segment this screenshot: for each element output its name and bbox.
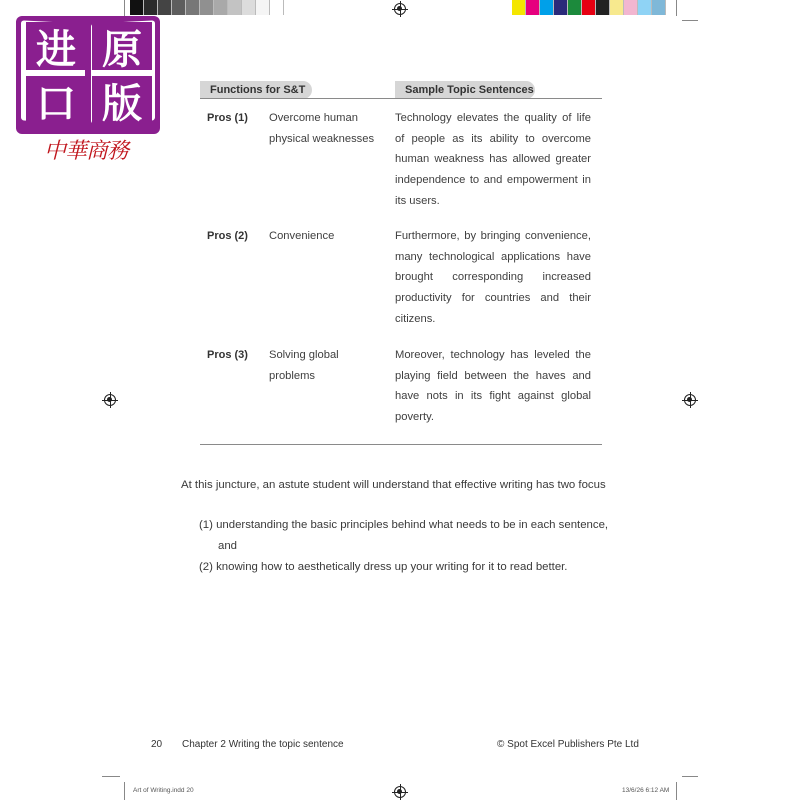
- intro-paragraph: At this juncture, an astute student will understand that effective writing has two focus: [181, 479, 606, 491]
- logo-glyph: 进: [26, 22, 86, 70]
- calibration-swatch: [242, 0, 256, 15]
- crop-mark: [676, 0, 677, 16]
- calibration-swatch: [582, 0, 596, 15]
- calibration-swatch: [568, 0, 582, 15]
- crop-mark: [682, 776, 698, 777]
- crop-mark: [102, 776, 120, 777]
- publisher-logo-text: 中華商務: [44, 139, 129, 164]
- registration-mark-icon: [394, 3, 406, 15]
- table-header-functions: Functions for S&T: [200, 81, 312, 99]
- calibration-swatch: [186, 0, 200, 15]
- calibration-swatch: [512, 0, 526, 15]
- copyright-notice: © Spot Excel Publishers Pte Ltd: [497, 739, 639, 750]
- row-function: Convenience: [269, 230, 335, 242]
- calibration-swatch: [652, 0, 666, 15]
- calibration-swatch: [596, 0, 610, 15]
- row-function: Solving global problems: [269, 349, 339, 382]
- calibration-swatch: [200, 0, 214, 15]
- calibration-swatch: [130, 0, 144, 15]
- calibration-swatch: [624, 0, 638, 15]
- calibration-swatch: [610, 0, 624, 15]
- calibration-swatch: [270, 0, 284, 15]
- chapter-title: Chapter 2 Writing the topic sentence: [182, 739, 344, 750]
- calibration-swatch: [158, 0, 172, 15]
- row-sentence: Moreover, technology has leveled the playing field between the haves and have nots in its fight against global poverty.: [395, 349, 591, 424]
- logo-glyph: 版: [92, 76, 152, 124]
- calibration-swatch: [540, 0, 554, 15]
- calibration-swatch: [228, 0, 242, 15]
- color-calibration-bar: [512, 0, 666, 15]
- calibration-swatch: [638, 0, 652, 15]
- import-original-logo: [16, 16, 160, 134]
- calibration-swatch: [256, 0, 270, 15]
- row-sentence: Technology elevates the quality of life of people as its ability to overcome human weakness has allowed greater independence to and empowerment in its users.: [395, 112, 591, 207]
- calibration-swatch: [554, 0, 568, 15]
- row-sentence: Furthermore, by bringing convenience, many technological applications have brought corresponding increased productivity for countries and their citizens.: [395, 230, 591, 325]
- indd-file-slug: Art of Writing.indd 20: [133, 787, 194, 794]
- registration-mark-icon: [104, 394, 116, 406]
- logo-glyph: 原: [92, 22, 152, 70]
- logo-glyph: 口: [26, 76, 86, 124]
- focus-point-2: (2) knowing how to aesthetically dress up your writing for it to read better.: [199, 561, 568, 573]
- row-label: Pros (3): [207, 349, 248, 361]
- page-number: 20: [151, 739, 163, 750]
- focus-conjunction: and: [218, 540, 238, 552]
- table-header-rule: [200, 98, 602, 99]
- calibration-swatch: [172, 0, 186, 15]
- row-function: Overcome human physical weaknesses: [269, 112, 375, 145]
- crop-mark: [124, 782, 125, 800]
- crop-mark: [124, 0, 125, 16]
- row-label: Pros (2): [207, 230, 248, 242]
- table-header-sample-sentences: Sample Topic Sentences: [395, 81, 535, 99]
- crop-mark: [682, 20, 698, 21]
- calibration-swatch: [214, 0, 228, 15]
- registration-mark-icon: [394, 786, 406, 798]
- print-timestamp: 13/6/26 6:12 AM: [622, 787, 670, 794]
- row-label: Pros (1): [207, 112, 248, 124]
- calibration-swatch: [526, 0, 540, 15]
- calibration-swatch: [144, 0, 158, 15]
- registration-mark-icon: [684, 394, 696, 406]
- grayscale-calibration-bar: [130, 0, 284, 15]
- crop-mark: [676, 782, 677, 800]
- table-bottom-rule: [200, 444, 602, 445]
- focus-point-1: (1) understanding the basic principles behind what needs to be in each sentence,: [199, 519, 609, 531]
